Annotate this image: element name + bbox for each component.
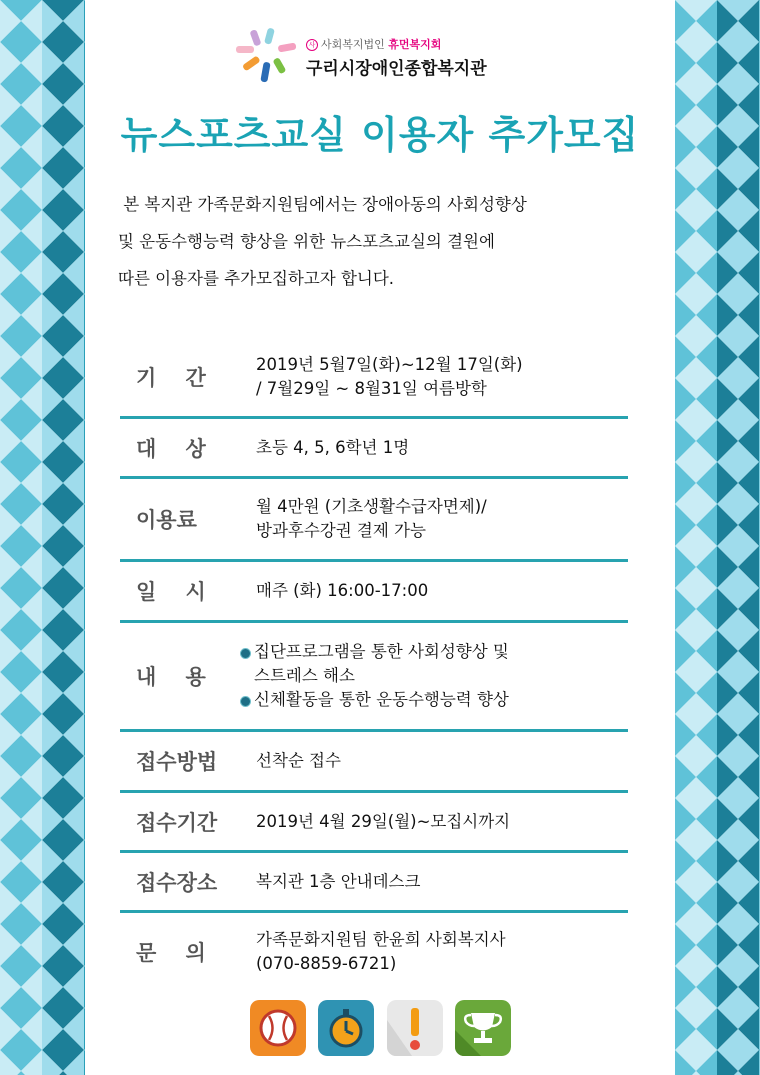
info-row-application-method	[120, 732, 628, 793]
info-value-line: 방과후수강권 결제 가능	[256, 521, 426, 540]
info-label: 기 간	[136, 365, 206, 390]
logo-name: 구리시장애인종합복지관	[306, 59, 487, 79]
trophy-app-icon	[455, 1000, 511, 1056]
info-value	[240, 810, 628, 834]
bullet-line: 집단프로그램을 통한 사회성향상 및	[254, 642, 509, 661]
info-value-line: 복지관 1층 안내데스크	[256, 871, 421, 891]
bullet-dot-icon	[240, 648, 251, 659]
left-pattern-border	[0, 0, 85, 1075]
baseball-app-icon	[250, 1000, 306, 1056]
info-value-line: 가족문화지원팀 한윤희 사회복지사	[256, 930, 506, 949]
info-row-target	[120, 419, 628, 479]
content-bullet	[240, 640, 628, 688]
info-value	[240, 749, 628, 773]
info-value-line: 2019년 5월7일(화)~12월 17일(화)	[256, 354, 523, 374]
whistle-app-icon	[387, 1000, 443, 1056]
pinwheel-logo-icon	[234, 28, 304, 88]
logo-org-prefix: 사회복지법인	[321, 38, 389, 51]
info-value	[240, 640, 628, 712]
info-value	[240, 353, 628, 401]
info-row-schedule	[120, 562, 628, 623]
logo-org-emphasis: 휴먼복지회	[388, 38, 442, 51]
info-value-line: 초등 4, 5, 6학년 1명	[256, 437, 410, 457]
info-label: 문 의	[136, 941, 206, 965]
info-label: 일 시	[136, 580, 206, 604]
bullet-line: 신체활동을 통한 운동수행능력 향상	[254, 690, 509, 709]
info-row-period	[120, 337, 628, 419]
info-value-line: / 7월29일 ~ 8월31일 여름방학	[256, 378, 487, 398]
info-label: 접수방법	[136, 750, 218, 774]
info-label: 이용료	[136, 508, 197, 532]
info-value	[240, 870, 628, 894]
bullet-line: 스트레스 해소	[254, 666, 355, 685]
info-label: 접수장소	[136, 870, 218, 895]
info-row-fee	[120, 479, 628, 562]
info-row-contact	[120, 913, 628, 991]
info-label: 접수기간	[136, 810, 218, 835]
bullet-dot-icon	[240, 696, 251, 707]
info-value-line: 월 4만원 (기초생활수급자면제)/	[256, 497, 487, 516]
page-title: 뉴스포츠교실 이용자 추가모집	[120, 113, 640, 157]
info-value-line: 2019년 4월 29일(월)~모집시까지	[256, 811, 511, 831]
info-label: 대 상	[136, 436, 206, 461]
stopwatch-app-icon	[318, 1000, 374, 1056]
intro-paragraph	[118, 186, 658, 297]
info-value-line: (070-8859-6721)	[256, 954, 397, 973]
info-label: 내 용	[136, 665, 206, 689]
info-value	[240, 495, 628, 543]
info-value	[240, 928, 628, 976]
content-bullet	[240, 688, 628, 712]
intro-line: 및 운동수행능력 향상을 위한 뉴스포츠교실의 결원에	[118, 232, 495, 251]
logo-organization-line	[306, 36, 441, 52]
info-row-application-place	[120, 853, 628, 913]
info-table	[120, 337, 628, 991]
info-value	[240, 579, 628, 603]
info-value	[240, 436, 628, 460]
info-row-content	[120, 623, 628, 732]
info-row-application-period	[120, 793, 628, 853]
intro-line: 따른 이용자를 추가모집하고자 합니다.	[118, 269, 395, 288]
info-value-line: 선착순 접수	[256, 751, 341, 770]
sports-icons-row	[250, 1000, 510, 1058]
logo-symbol: 사	[306, 39, 318, 51]
organization-logo	[234, 28, 534, 88]
info-value-line: 매주 (화) 16:00-17:00	[256, 581, 429, 600]
intro-line: 본 복지관 가족문화지원팀에서는 장애아동의 사회성향상	[118, 195, 527, 214]
right-pattern-border	[675, 0, 760, 1075]
